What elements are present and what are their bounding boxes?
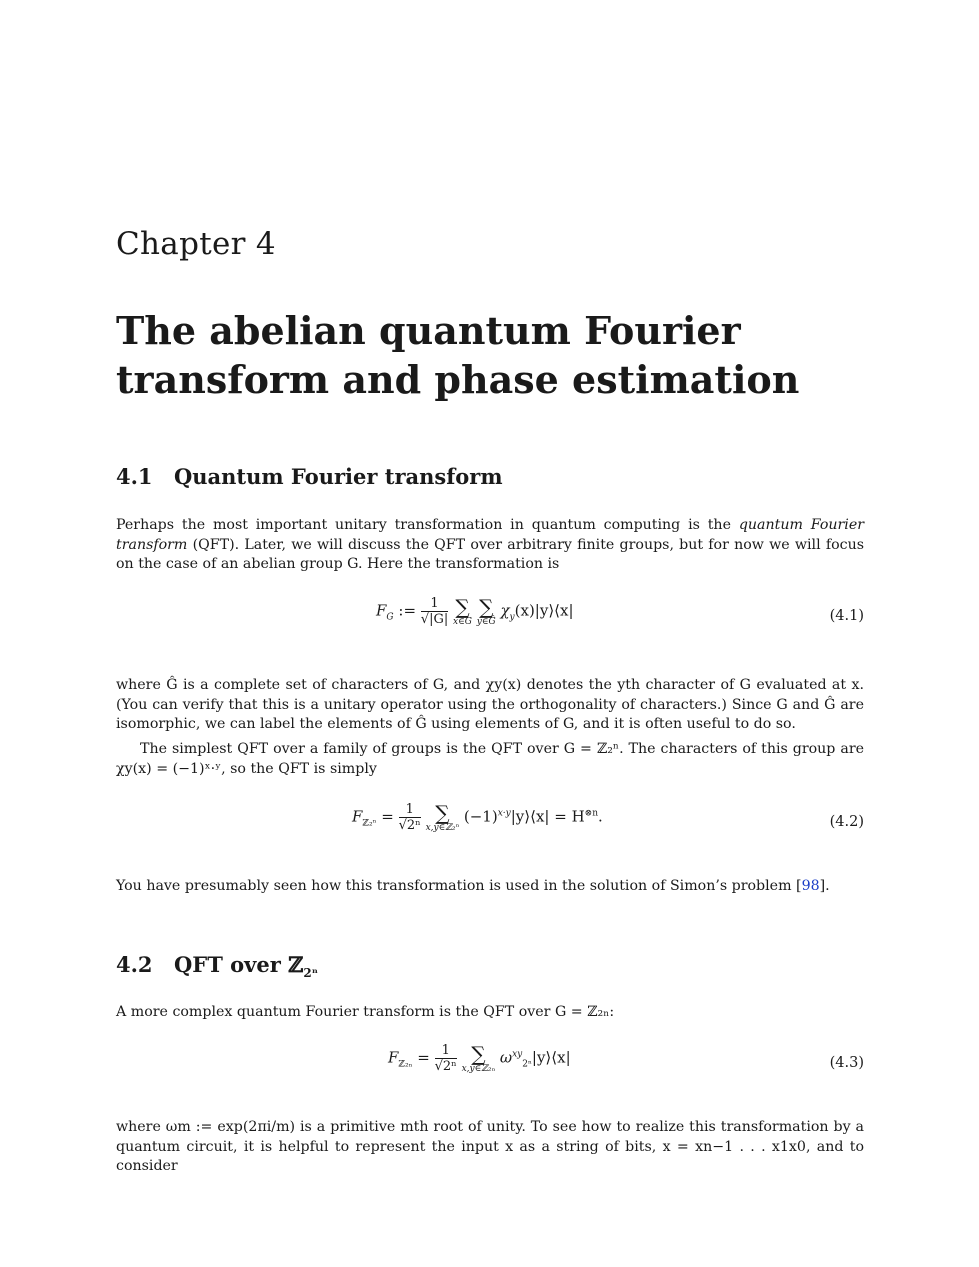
equation-number: (4.2) [829,814,864,830]
eq-operator: = [412,1048,435,1067]
eq-sum-limit: x,y∈ℤ₂ₙ [461,1063,496,1074]
equation-4-2 [116,802,864,852]
eq-frac-den: √|G| [420,612,449,627]
chapter-title-line-1: The abelian quantum Fourier [116,308,741,353]
paragraph-text: You have presumably seen how this transformation is used in the solution of Simon’s problem [ [116,878,802,894]
eq-lhs: F [376,601,387,620]
chapter-label: Chapter 4 [116,226,276,262]
paragraph [116,877,864,897]
paragraph: A more complex quantum Fourier transform is the QFT over G = ℤ₂ₙ: [116,1004,615,1020]
citation-link[interactable]: 98 [801,878,820,894]
eq-sum: ∑ x,y∈ℤ₂ⁿ [425,800,460,833]
paragraph-text: Perhaps the most important unitary transformation in quantum computing is the [116,517,739,533]
eq-operator: := [393,601,421,620]
eq-rhs-rest: |y⟩⟨x| [531,1048,571,1067]
equation-4-1 [116,596,864,646]
eq-operator: = [376,807,399,826]
eq-frac-num: 1 [421,596,448,612]
paragraph: The simplest QFT over a family of groups is the QFT over G = ℤ₂ⁿ. The characters of this group are χy(x) = (−1)ˣ·ʸ, so the QFT is simply [116,741,864,777]
section-heading-4-1 [116,464,864,489]
eq-rhs: ω [499,1048,513,1067]
section-title: QFT over ℤ [174,952,304,977]
paragraph-text: (QFT). Later, we will discuss the QFT over arbitrary finite groups, but for now we will focus on the case of an abelian group G. Here the transformation is [116,536,864,572]
section-heading-4-2 [116,952,864,980]
section-title: Quantum Fourier transform [174,464,503,489]
section-number: 4.1 [116,464,153,489]
eq-sum-limit: x∈G [453,616,472,627]
eq-rhs-sup: xy [512,1049,523,1060]
eq-lhs: F [388,1048,399,1067]
paragraph-text: ]. [819,878,830,894]
eq-frac-num: 1 [435,1043,457,1059]
eq-frac-num: 1 [399,802,421,818]
eq-lhs-sub: ℤ₂ₙ [398,1059,413,1070]
paragraph: where Ĝ is a complete set of characters of G, and χy(x) denotes the yth character of G evaluated at x. (You can verify that this is a unitary operator using the orthogonality of characters.) Since G and Ĝ are isomorphic, we can label the elements of Ĝ using elements of G, and it is often useful to do so. [116,677,864,732]
eq-sum: ∑ x,y∈ℤ₂ₙ [461,1041,496,1074]
eq-frac-den: √2ⁿ [398,818,421,833]
eq-rhs-rest: (x)|y⟩⟨x| [514,601,574,620]
paragraph: where ωm := exp(2πi/m) is a primitive mth root of unity. To see how to realize this transformation by a quantum circuit, it is helpful to represent the input x as a string of bits, x = xn−1 . . . x1x0, and to consider [116,1119,864,1174]
eq-frac-den: √2ⁿ [434,1059,457,1074]
eq-rhs-end: . [598,807,603,826]
section-number: 4.2 [116,952,153,977]
equation-number: (4.1) [829,608,864,624]
eq-lhs-sub: G [386,612,394,623]
section-title-sub: 2ⁿ [303,966,318,981]
paragraph [116,516,864,575]
eq-rhs-sup: ⊗n [584,808,599,819]
eq-rhs-sub: 2ⁿ [522,1059,532,1070]
eq-rhs: (−1) [463,807,498,826]
equation-4-3 [116,1043,864,1093]
eq-sum-limit: x,y∈ℤ₂ⁿ [425,822,460,833]
eq-fraction [399,802,421,833]
eq-sum: ∑ y∈Ĝ [476,594,496,627]
eq-rhs-rest: |y⟩⟨x| = H [510,807,585,826]
eq-sum-limit: y∈Ĝ [476,616,496,627]
chapter-title-line-2: transform and phase estimation [116,357,800,402]
eq-rhs-sub: y [509,612,515,623]
eq-fraction [435,1043,457,1074]
chapter-title [116,306,864,404]
eq-fraction [421,596,448,627]
equation-number: (4.3) [829,1055,864,1071]
eq-lhs-sub: ℤ₂ⁿ [362,818,377,829]
eq-sum: ∑ x∈G [453,594,472,627]
eq-rhs: χ [500,601,510,620]
eq-rhs-sup: x·y [497,808,511,819]
eq-lhs: F [352,807,363,826]
emphasis-text: quantum Fourier transform [116,517,864,553]
